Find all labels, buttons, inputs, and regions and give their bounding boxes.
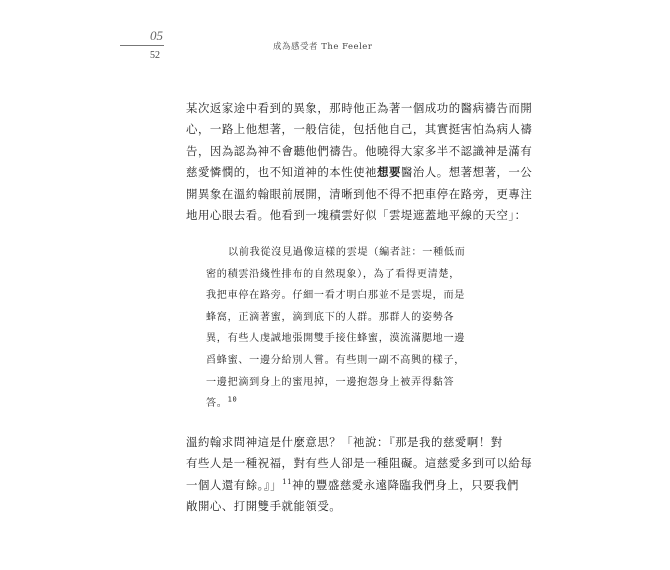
paragraph-line [186, 475, 519, 496]
paragraph-line: 心，一路上他想著，一般信徒，包括他自己，其實挺害怕為病人禱 [186, 122, 533, 137]
paragraph-line: 敞開心、打開雙手就能領受。 [186, 499, 342, 514]
header-divider [120, 45, 164, 46]
chapter-number: 05 [150, 28, 163, 43]
text-run: 慈愛憐憫的，也不知道神的本性使祂 [186, 165, 378, 180]
quote-line: 舀蜂蜜、一邊分給別人嘗。有些則一副不高興的樣子， [206, 354, 466, 366]
footnote-marker: 11 [282, 478, 293, 487]
text-run: 醫治人。想著想著，一公 [400, 165, 533, 180]
body-paragraph-1 [186, 98, 533, 226]
text-run: 一個人還有餘。』」 [186, 477, 283, 492]
block-quote [206, 242, 484, 415]
quote-line: 我把車停在路旁。仔細一看才明白那並不是雲堤，而是 [206, 290, 466, 302]
page-number: 52 [150, 50, 160, 61]
text-run: 神的豐盛慈愛永遠降臨我們身上，只要我們 [292, 477, 519, 492]
body-paragraph-2 [186, 432, 533, 518]
quote-line: 密的積雲沿綫性排布的自然現象），為了看得更清楚， [206, 268, 460, 280]
paragraph-line: 某次返家途中看到的異象，那時他正為著一個成功的醫病禱告而開 [186, 101, 533, 115]
footnote-marker: 10 [227, 395, 238, 404]
quote-line: 以前我從沒見過像這樣的雲堤（編者註：一種低而 [228, 247, 466, 258]
running-title: 成為感受者 The Feeler [273, 42, 373, 52]
paragraph-line: 告，因為認為神不會聽他們禱告。他曉得大家多半不認識神是滿有 [186, 143, 533, 158]
bold-emphasis: 想要 [377, 165, 401, 180]
quote-line: 異，有些人虔誠地張開雙手接住蜂蜜，漠流滿腮地一邊 [206, 333, 466, 345]
paragraph-line: 地用心眼去看。他看到一塊積雲好似「雲堤遮蓋地平線的天空」： [186, 208, 527, 223]
paragraph-line: 溫約翰求問神這是什麼意思？「祂說：『那是我的慈愛啊！對 [186, 435, 503, 449]
quote-line [206, 393, 484, 415]
paragraph-line: 有些人是一種祝福，對有些人卻是一種阻礙。這慈愛多到可以給每 [186, 456, 533, 471]
paragraph-line: 開異象在溫約翰眼前展開，清晰到他不得不把車停在路旁，更專注 [186, 186, 533, 201]
quote-line: 一邊把滴到身上的蜜甩掉，一邊抱怨身上被弄得黏答 [206, 376, 455, 388]
page-header [0, 0, 670, 80]
text-run: 答。 [206, 398, 228, 410]
paragraph-line [186, 162, 533, 183]
quote-line: 蜂窩，正滴著蜜，滴到底下的人群。那群人的姿勢各 [206, 311, 455, 323]
